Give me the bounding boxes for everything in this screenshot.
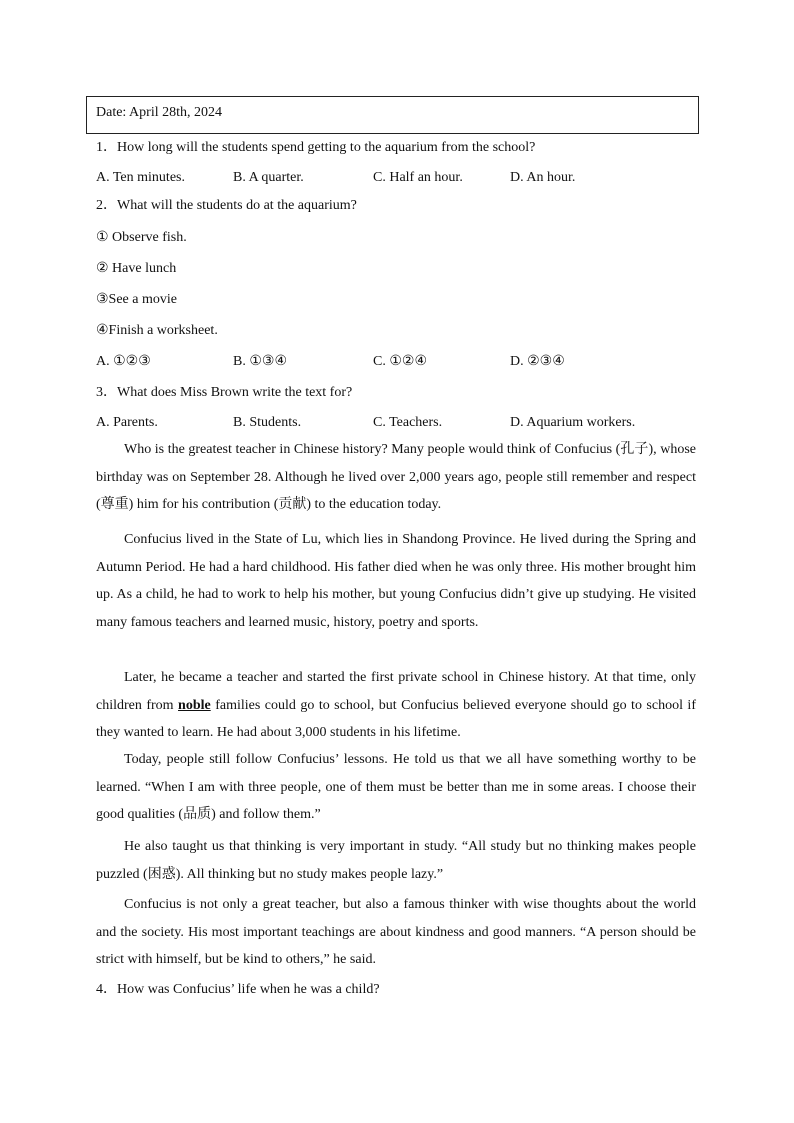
question-4-stem: 4．How was Confucius’ life when he was a child? bbox=[96, 982, 380, 997]
passage-paragraph-6: Confucius is not only a great teacher, but also a famous thinker with wise thoughts about the world and the society. His most important teachings are about kindness and good manners. “A person should be strict with himself, but be kind to others,” he said. bbox=[96, 897, 696, 967]
question-1-option-c: C. Half an hour. bbox=[373, 170, 463, 185]
question-1-option-a: A. Ten minutes. bbox=[96, 170, 185, 185]
question-3-option-c: C. Teachers. bbox=[373, 415, 443, 430]
question-2-option-d: D. ②③④ bbox=[510, 354, 565, 369]
passage-paragraph-2: Confucius lived in the State of Lu, which lies in Shandong Province. He lived during the Spring and Autumn Period. He had a hard childhood. His father died when he was only three. His mother brought him up. As a child, he had to work to help his mother, but young Confucius didn’t give up studying. He visited many famous teachers and learned music, history, poetry and sports. bbox=[96, 532, 696, 630]
question-3-option-d: D. Aquarium workers. bbox=[510, 415, 636, 430]
paragraph-3-text-after: families could go to school, but Confucius believed everyone should go to school if they wanted to learn. He had about 3,000 students in his lifetime. bbox=[96, 697, 696, 740]
paragraph-3-text-before: Later, he became a teacher and started the first private school in Chinese history. At that time, only children from bbox=[96, 670, 696, 713]
question-1-option-b: B. A quarter. bbox=[233, 170, 304, 185]
question-2-option-b: B. ①③④ bbox=[233, 354, 287, 369]
passage-paragraph-5: He also taught us that thinking is very important in study. “All study but no thinking makes people puzzled (困惑). All thinking but no study makes people lazy.” bbox=[96, 839, 696, 882]
date-text: Date: April 28th, 2024 bbox=[96, 105, 222, 120]
question-3-option-b: B. Students. bbox=[233, 415, 302, 430]
question-2-stem: 2．What will the students do at the aquarium? bbox=[96, 198, 357, 213]
question-3-stem: 3．What does Miss Brown write the text for? bbox=[96, 385, 353, 400]
passage-paragraph-3 bbox=[96, 664, 696, 747]
question-1-stem: 1．How long will the students spend getting to the aquarium from the school? bbox=[96, 140, 536, 155]
question-1-option-d: D. An hour. bbox=[510, 170, 576, 185]
question-2-item-2: ② Have lunch bbox=[96, 261, 177, 276]
question-2-item-1: ① Observe fish. bbox=[96, 230, 187, 245]
passage-paragraph-4: Today, people still follow Confucius’ lessons. He told us that we all have something worthy to be learned. “When I am with three people, one of them must be better than me in some areas. I choose their good qualities (品质) and follow them.” bbox=[96, 752, 696, 822]
question-2-item-4: ④Finish a worksheet. bbox=[96, 323, 218, 338]
underlined-word-noble: noble bbox=[178, 697, 211, 713]
question-3-option-a: A. Parents. bbox=[96, 415, 158, 430]
passage-paragraph-1: Who is the greatest teacher in Chinese history? Many people would think of Confucius (孔子), whose birthday was on September 28. Although he lived over 2,000 years ago, people still remember and respect (尊重) him for his contribution (贡献) to the education today. bbox=[96, 442, 696, 512]
question-2-option-a: A. ①②③ bbox=[96, 354, 151, 369]
date-box bbox=[86, 96, 699, 134]
question-2-item-3: ③See a movie bbox=[96, 292, 177, 307]
question-2-option-c: C. ①②④ bbox=[373, 354, 427, 369]
